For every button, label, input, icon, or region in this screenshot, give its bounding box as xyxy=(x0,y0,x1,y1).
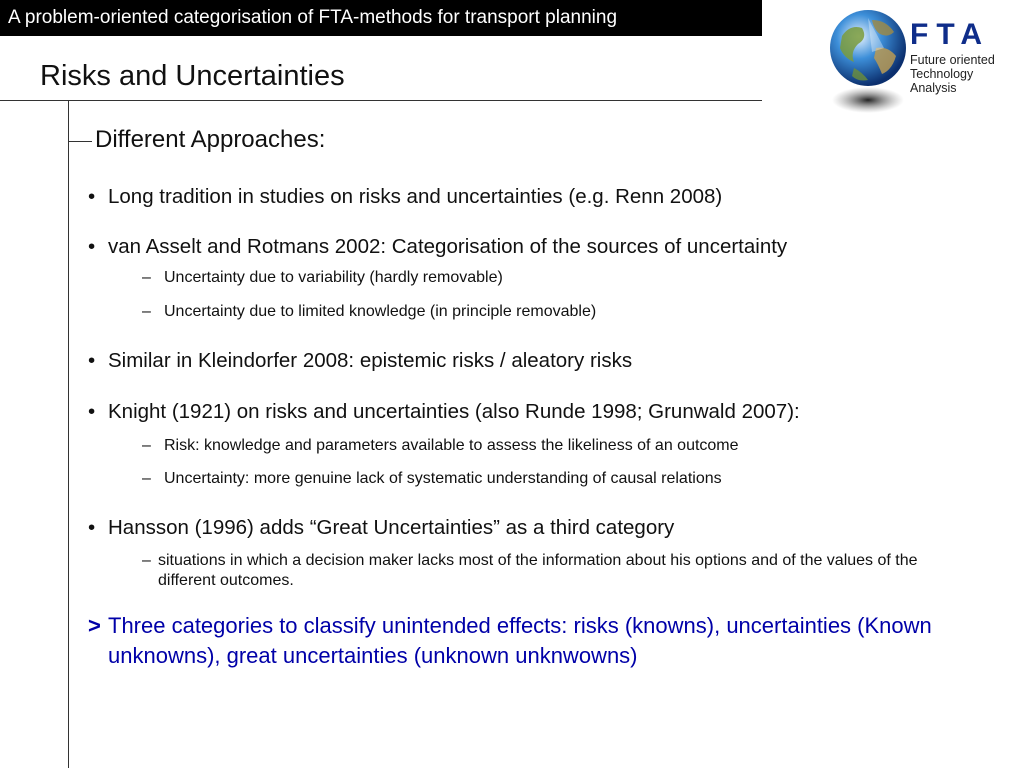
sub-bullet-dash-icon: – xyxy=(142,552,151,569)
section-dash xyxy=(68,141,92,142)
bullet-text: Similar in Kleindorfer 2008: epistemic risks / aleatory risks xyxy=(108,349,633,372)
sub-bullet-text: Uncertainty due to limited knowledge (in principle removable) xyxy=(164,303,597,320)
bullet-text: Hansson (1996) adds “Great Uncertainties” as a third category xyxy=(108,516,675,539)
sub-bullet-text: Uncertainty due to variability (hardly removable) xyxy=(164,269,503,286)
slide-title: Risks and Uncertainties xyxy=(40,60,345,92)
bullet-text: Long tradition in studies on risks and uncertainties (e.g. Renn 2008) xyxy=(108,185,723,208)
bullet-item xyxy=(86,235,1006,259)
bullet-dot-icon: • xyxy=(88,349,96,372)
sub-bullet-text: Uncertainty: more genuine lack of systematic understanding of causal relations xyxy=(164,470,722,487)
globe-icon xyxy=(828,8,910,120)
sub-bullet-text: Risk: knowledge and parameters available to assess the likeliness of an outcome xyxy=(164,437,739,454)
logo-line-3: Analysis xyxy=(910,81,957,95)
bullet-dot-icon: • xyxy=(88,185,96,208)
logo-line-1: Future oriented xyxy=(910,53,995,67)
bullet-item xyxy=(86,185,1006,209)
conclusion-arrow-icon: > xyxy=(88,613,101,638)
bullet-item xyxy=(86,400,1006,424)
conclusion-statement xyxy=(86,611,988,671)
banner-text: A problem-oriented categorisation of FTA-methods for transport planning xyxy=(8,7,618,28)
left-vertical-rule xyxy=(68,100,69,768)
fta-logo xyxy=(828,8,1018,120)
top-banner xyxy=(0,0,762,36)
section-heading: Different Approaches: xyxy=(95,126,326,153)
conclusion-text: Three categories to classify unintended effects: risks (knowns), uncertainties (Known unknowns), great uncertainties (unknown unknwowns) xyxy=(108,613,932,668)
sub-bullet-dash-icon: – xyxy=(142,470,151,487)
sub-bullet-item xyxy=(86,302,1006,322)
sub-bullet-text: situations in which a decision maker lacks most of the information about his options and of the values of the different outcomes. xyxy=(158,552,918,589)
bullet-text: Knight (1921) on risks and uncertainties (also Runde 1998; Grunwald 2007): xyxy=(108,400,800,423)
sub-bullet-item xyxy=(86,469,1006,489)
sub-bullet-dash-icon: – xyxy=(142,437,151,454)
bullet-list xyxy=(86,180,1006,671)
bullet-item xyxy=(86,349,1006,373)
bullet-dot-icon: • xyxy=(88,516,96,539)
sub-bullet-item xyxy=(86,436,1006,456)
logo-letters: FTA xyxy=(910,18,991,51)
title-divider xyxy=(0,100,762,101)
bullet-text: van Asselt and Rotmans 2002: Categorisation of the sources of uncertainty xyxy=(108,235,788,258)
sub-bullet-item xyxy=(86,268,1006,288)
bullet-dot-icon: • xyxy=(88,235,96,258)
bullet-dot-icon: • xyxy=(88,400,96,423)
sub-bullet-dash-icon: – xyxy=(142,303,151,320)
bullet-item xyxy=(86,516,1006,540)
sub-bullet-item xyxy=(86,551,958,591)
sub-bullet-dash-icon: – xyxy=(142,269,151,286)
logo-line-2: Technology xyxy=(910,67,974,81)
